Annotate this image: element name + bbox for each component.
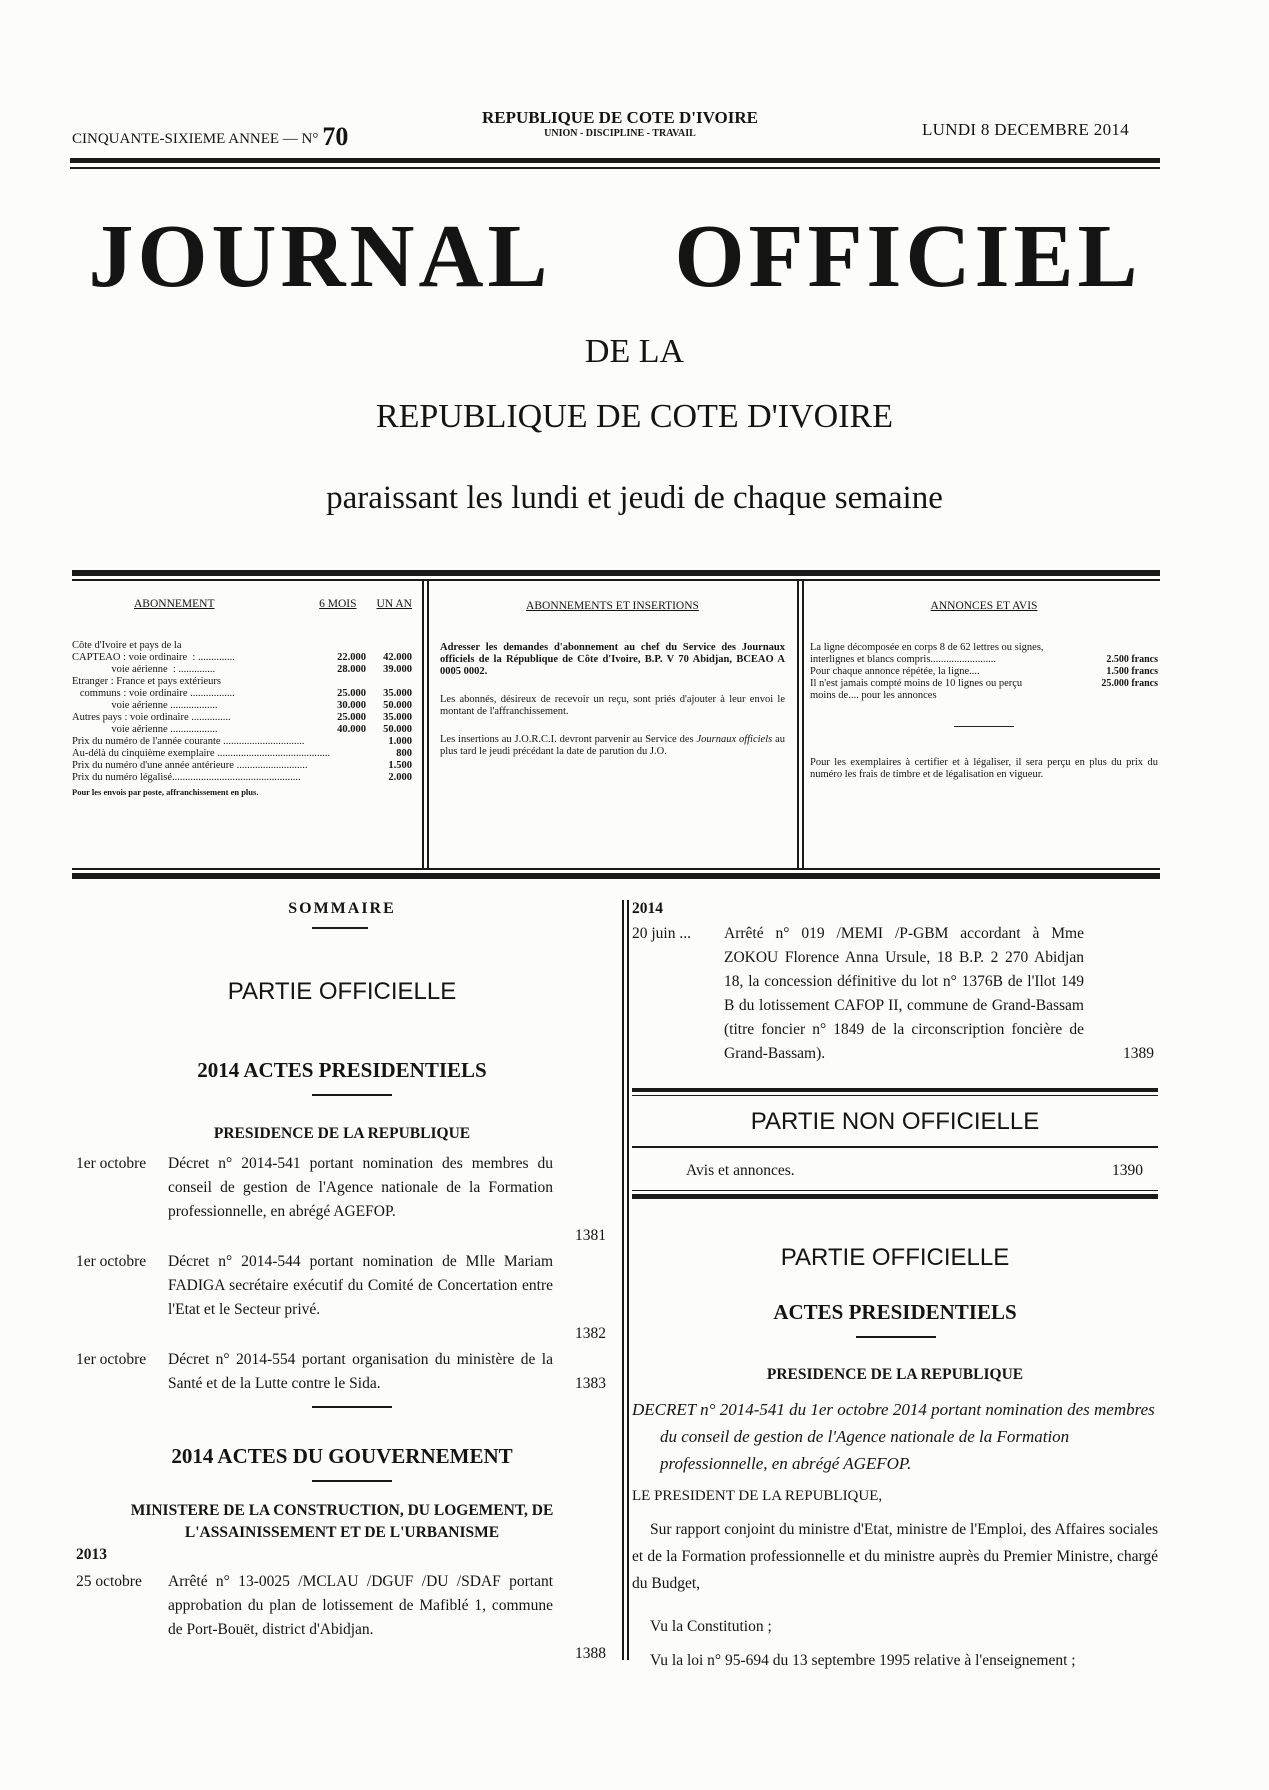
subscription-col-label: ABONNEMENT (134, 598, 215, 610)
rate-label: Au-délà du cinquième exemplaire ........................................... (72, 748, 330, 759)
subscription-rate-row (72, 760, 412, 772)
sommaire-underline (312, 927, 368, 929)
rate-6-months (330, 736, 366, 748)
insertions-deadline (440, 734, 785, 758)
entry-text: Arrêté n° 13-0025 /MCLAU /DGUF /DU /SDAF portant approbation du plan de lotissement de Mafiblé 1, commune de Port-Bouët, district d'Abidjan. (168, 1573, 553, 1638)
announcement-rate-minimum-price: 25.000 francs (1101, 678, 1158, 689)
subscription-rate-row (72, 712, 412, 724)
publication-frequency: paraissant les lundi et jeudi de chaque semaine (326, 480, 943, 516)
sommaire-heading: SOMMAIRE (288, 900, 396, 917)
rate-6-months: 30.000 (337, 700, 366, 711)
rate-1-year: 50.000 (383, 700, 412, 711)
announcement-rate-line (810, 642, 1158, 666)
sommaire-actes-presidentiels: 2014 ACTES PRESIDENTIELS (197, 1058, 487, 1082)
insertions-panel (440, 600, 785, 774)
rate-1-year: 2.000 (388, 772, 412, 783)
subscription-rate-row (72, 688, 412, 700)
announcement-rate-line-price: 2.500 francs (1106, 654, 1158, 665)
sommaire-entry-decret-541 (76, 1152, 606, 1248)
announcement-rate-line-text: La ligne décomposée en corps 8 de 62 lettres ou signes, interlignes et blancs compris......................... (810, 642, 1044, 665)
rate-1-year: 35.000 (383, 712, 412, 723)
sommaire-year-2014: 2014 (632, 900, 663, 917)
info-box-top-thick (72, 570, 1160, 576)
sommaire-entry-arrete-2013 (76, 1570, 606, 1666)
rate-1-year: 1.500 (388, 760, 412, 771)
non-officielle-rule-bottom (632, 1146, 1158, 1148)
rate-6-months: 25.000 (337, 688, 366, 699)
announcement-rate-repeat-text: Pour chaque annonce répétée, la ligne.... (810, 666, 980, 677)
title-word-officiel: OFFICIEL (674, 207, 1142, 306)
subscription-rate-row (72, 640, 412, 652)
subscription-rate-row (72, 772, 412, 784)
rate-1-year: 1.000 (388, 736, 412, 747)
insertions-receipt: Les abonnés, désireux de recevoir un reçu, sont priés d'ajouter à leur envoi le montant de l'affranchissement. (440, 694, 785, 717)
info-box-divider-2 (797, 581, 799, 868)
entry-date: 1er octobre (76, 1351, 147, 1368)
sommaire-ministere: MINISTERE DE LA CONSTRUCTION, DU LOGEMENT, DE L'ASSAINISSEMENT ET DE L'URBANISME (130, 1502, 554, 1541)
rate-1-year: 35.000 (383, 688, 412, 699)
sommaire-end-rule-thick (632, 1194, 1158, 1199)
entry-text: Arrêté n° 019 /MEMI /P-GBM accordant à Mme ZOKOU Florence Anna Ursule, 18 B.P. 2 270 Abidjan 18, la concession définitive du lot n° 1376B de l'Ilot 149 B du lotissement CAFOP II, commune de Grand-Bassam (titre foncier n° 1849 de la circonscription foncière de Grand-Bassam). (724, 925, 1084, 1062)
rate-6-months (330, 748, 366, 760)
entry-page: 1389 (1123, 1045, 1154, 1062)
rate-label: voie aérienne : .............. (72, 664, 216, 675)
subscription-rate-row (72, 724, 412, 736)
rate-6-months: 22.000 (337, 652, 366, 663)
body-actes-underline (856, 1336, 936, 1338)
rate-1-year: 39.000 (383, 664, 412, 675)
subscription-col-6m: 6 MOIS (319, 598, 357, 610)
entries-end-underline (312, 1406, 392, 1408)
info-box-divider-1b (427, 581, 429, 868)
rate-6-months (330, 772, 366, 784)
announcement-rate-minimum (810, 678, 1158, 702)
rate-label: CAPTEAO : voie ordinaire : .............. (72, 652, 235, 663)
info-box-top-thin (72, 579, 1160, 581)
sommaire-entry-arrete-2014 (632, 922, 1154, 1072)
rate-1-year (366, 676, 412, 688)
body-actes-presidentiels: ACTES PRESIDENTIELS (773, 1300, 1017, 1324)
non-officielle-rule-top-thin (632, 1095, 1158, 1096)
entry-text: Décret n° 2014-541 portant nomination des membres du conseil de gestion de l'Agence nationale de la Formation professionnelle, en abrégé AGEFOP. (168, 1155, 553, 1220)
sommaire-year-2013: 2013 (76, 1546, 107, 1563)
rate-6-months: 25.000 (337, 712, 366, 723)
announcements-heading: ANNONCES ET AVIS (930, 600, 1038, 612)
entry-text: Décret n° 2014-554 portant organisation du ministère de la Santé et de la Lutte contre le Sida. (168, 1351, 553, 1392)
info-box-bottom-thin (72, 868, 1160, 870)
entry-page: 1382 (575, 1325, 606, 1342)
subscription-rate-row (72, 736, 412, 748)
sommaire-end-rule-thin (632, 1190, 1158, 1191)
column-divider-right (627, 900, 629, 1660)
entry-page: 1383 (575, 1375, 606, 1392)
rate-1-year: 50.000 (383, 724, 412, 735)
entry-date: 1er octobre (76, 1253, 147, 1270)
decree-president: LE PRESIDENT DE LA REPUBLIQUE, (632, 1488, 883, 1504)
insertions-heading: ABONNEMENTS ET INSERTIONS (526, 600, 699, 612)
actes-presidentiels-underline (312, 1094, 392, 1096)
rate-label: voie aérienne .................. (72, 724, 218, 735)
rate-label: Autres pays : voie ordinaire ............... (72, 712, 231, 723)
announcements-divider (954, 726, 1014, 727)
sommaire-entry-decret-544 (76, 1250, 606, 1346)
sommaire-avis: Avis et annonces. (686, 1162, 795, 1179)
announcement-rate-repeat-price: 1.500 francs (1106, 666, 1158, 677)
entry-page: 1388 (575, 1645, 606, 1662)
subscription-rate-row (72, 664, 412, 676)
rate-6-months: 40.000 (337, 724, 366, 735)
decree-paragraph-loi: Vu la loi n° 95-694 du 13 septembre 1995 relative à l'enseignement ; (650, 1652, 1076, 1669)
subscription-panel (72, 598, 412, 798)
header-country: REPUBLIQUE DE COTE D'IVOIRE (482, 108, 758, 127)
header-rule-thick (70, 158, 1160, 163)
subscription-rate-row (72, 676, 412, 688)
insertions-address: Adresser les demandes d'abonnement au chef du Service des Journaux officiels de la République de Côte d'Ivoire, B.P. V 70 Abidjan, BCEAO A 0005 0002. (440, 642, 785, 677)
sommaire-partie-non-officielle: PARTIE NON OFFICIELLE (750, 1108, 1040, 1135)
decree-title: DECRET n° 2014-541 du 1er octobre 2014 portant nomination des membres du conseil de gestion de l'Agence nationale de la Formation professionnelle, en abrégé AGEFOP. (632, 1400, 1155, 1473)
entry-date: 20 juin ... (632, 925, 691, 942)
journal-title (70, 205, 1160, 308)
insertions-deadline-b: Journaux officiels (696, 734, 773, 745)
sommaire-avis-page: 1390 (1112, 1162, 1143, 1179)
rate-label: Etranger : France et pays extérieurs (72, 676, 221, 687)
rate-1-year: 800 (396, 748, 412, 759)
insertions-deadline-a: Les insertions au J.O.R.C.I. devront parvenir au Service des (440, 734, 694, 745)
rate-label: Côte d'Ivoire et pays de la (72, 640, 182, 651)
issue-year-number (72, 122, 348, 152)
announcements-panel (810, 600, 1158, 781)
announcement-rate-repeat (810, 666, 1158, 678)
header-country-block (430, 108, 810, 139)
subscription-rate-row (72, 652, 412, 664)
subscription-col-1y: UN AN (376, 598, 412, 610)
actes-gouvernement-underline (312, 1480, 392, 1482)
issue-number: 70 (322, 122, 349, 151)
subscription-rate-row (72, 748, 412, 760)
rate-label: communs : voie ordinaire ................. (72, 688, 235, 699)
entry-page: 1381 (575, 1227, 606, 1244)
subscription-rates (72, 640, 412, 784)
title-word-journal: JOURNAL (88, 207, 552, 306)
entry-date: 1er octobre (76, 1155, 147, 1172)
entry-text: Décret n° 2014-544 portant nomination de Mlle Mariam FADIGA secrétaire exécutif du Comité de Concertation entre l'Etat et le Secteur privé. (168, 1253, 553, 1318)
header-motto: UNION - DISCIPLINE - TRAVAIL (544, 128, 696, 139)
rate-label: voie aérienne .................. (72, 700, 218, 711)
announcements-footer: Pour les exemplaires à certifier et à légaliser, il sera perçu en plus du prix du numéro les frais de timbre et de légalisation en vigueur. (810, 757, 1158, 780)
sommaire-actes-gouvernement: 2014 ACTES DU GOUVERNEMENT (171, 1444, 513, 1468)
rate-6-months (330, 640, 366, 652)
announcement-rate-minimum-text: Il n'est jamais compté moins de 10 lignes ou perçu moins de.... pour les annonces (810, 678, 1023, 701)
decree-paragraph-constitution: Vu la Constitution ; (650, 1618, 772, 1635)
non-officielle-rule-top (632, 1088, 1158, 1092)
decree-paragraph-rapport: Sur rapport conjoint du ministre d'Etat, ministre de l'Emploi, des Affaires sociales et de la Formation professionnelle et du ministre auprès du Premier Ministre, chargé du Budget, (632, 1521, 1158, 1592)
insertions-deadline-c: au plus tard le jeudi précédant la date de parution du J.O. (440, 734, 786, 757)
rate-6-months (330, 676, 366, 688)
sommaire-entry-decret-554 (76, 1348, 606, 1396)
subscription-note: Pour les envois par poste, affranchissement en plus. (72, 787, 259, 797)
sommaire-presidence: PRESIDENCE DE LA REPUBLIQUE (213, 1125, 471, 1142)
header-rule-thin (70, 167, 1160, 169)
info-box-bottom-thick (72, 873, 1160, 879)
title-republic: REPUBLIQUE DE COTE D'IVOIRE (375, 398, 894, 435)
rate-label: Prix du numéro légalisé................................................. (72, 772, 301, 783)
rate-label: Prix du numéro de l'année courante ............................... (72, 736, 305, 747)
issue-date: LUNDI 8 DECEMBRE 2014 (922, 120, 1129, 139)
rate-1-year (366, 640, 412, 652)
body-partie-officielle: PARTIE OFFICIELLE (780, 1244, 1010, 1271)
entry-date: 25 octobre (76, 1573, 142, 1590)
column-divider-left (622, 900, 624, 1660)
rate-6-months: 28.000 (337, 664, 366, 675)
rate-1-year: 42.000 (383, 652, 412, 663)
info-box-divider-1 (422, 581, 424, 868)
subscription-rate-row (72, 700, 412, 712)
info-box-divider-2b (802, 581, 804, 868)
rate-6-months (330, 760, 366, 772)
title-de-la: DE LA (584, 333, 685, 370)
body-presidence: PRESIDENCE DE LA REPUBLIQUE (766, 1366, 1024, 1383)
issue-year: CINQUANTE-SIXIEME ANNEE — N° (72, 131, 319, 147)
rate-label: Prix du numéro d'une année antérieure ........................... (72, 760, 308, 771)
sommaire-partie-officielle: PARTIE OFFICIELLE (227, 978, 457, 1005)
